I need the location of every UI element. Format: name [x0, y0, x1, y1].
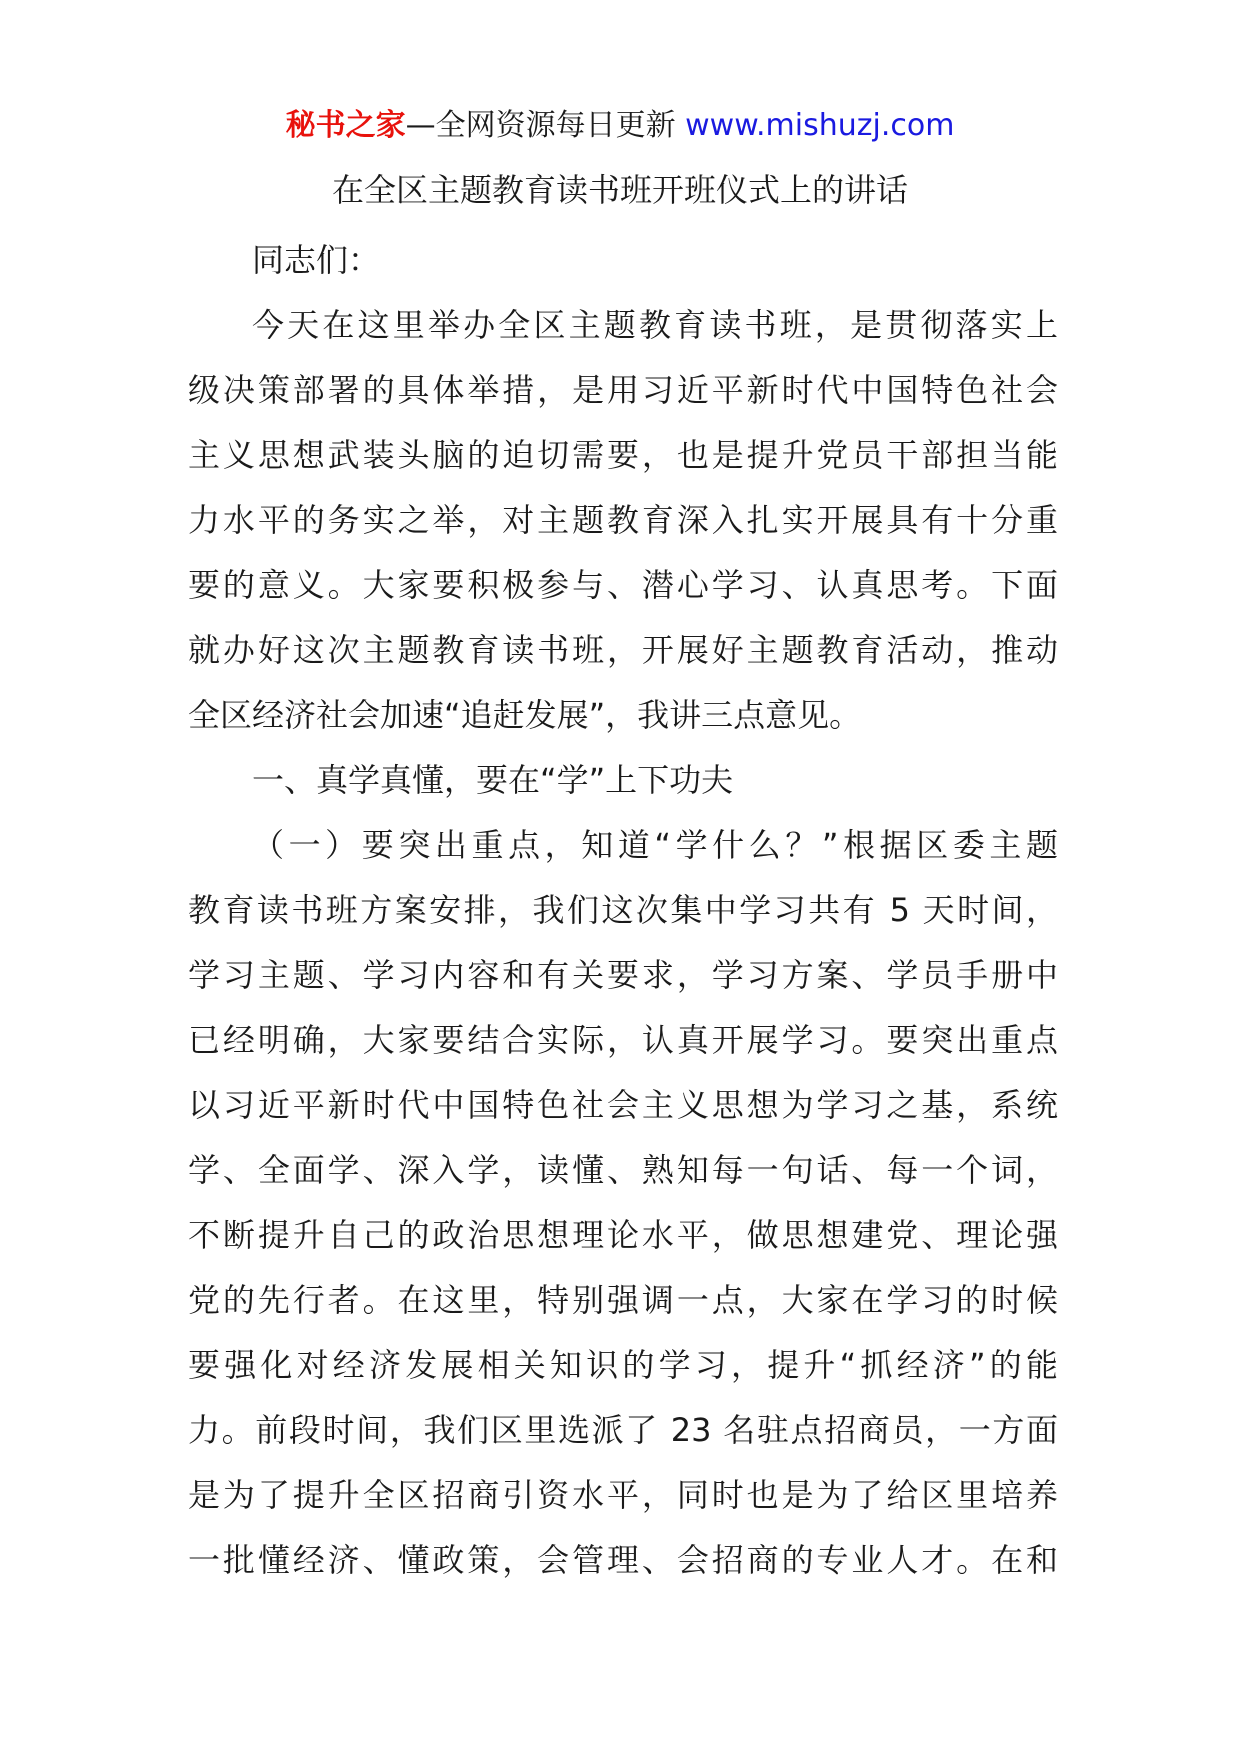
paragraph-line: 学、全面学、深入学，读懂、熟知每一句话、每一个词，: [188, 1151, 1058, 1189]
document-body: [188, 228, 1058, 1593]
paragraph-line: 党的先行者。在这里，特别强调一点，大家在学习的时候: [188, 1281, 1058, 1319]
paragraph-line: 以习近平新时代中国特色社会主义思想为学习之基，系统: [188, 1086, 1058, 1124]
paragraph-line: 一批懂经济、懂政策，会管理、会招商的专业人才。在和: [188, 1541, 1058, 1579]
paragraph-line: 要强化对经济发展相关知识的学习，提升“抓经济”的能: [188, 1346, 1058, 1384]
paragraph-line: 是为了提升全区招商引资水平，同时也是为了给区里培养: [188, 1476, 1058, 1514]
document-title: 在全区主题教育读书班开班仪式上的讲话: [331, 171, 908, 209]
paragraph-line: 力水平的务实之举，对主题教育深入扎实开展具有十分重: [188, 501, 1058, 539]
banner-slogan: —全网资源每日更新: [405, 108, 686, 143]
salutation: 同志们：: [252, 241, 381, 279]
paragraph-line: 主义思想武装头脑的迫切需要，也是提升党员干部担当能: [188, 436, 1058, 474]
paragraph-line: 就办好这次主题教育读书班，开展好主题教育活动，推动: [188, 631, 1058, 669]
section-heading: 一、真学真懂，要在“学”上下功夫: [252, 761, 734, 799]
paragraph-line: 要的意义。大家要积极参与、潜心学习、认真思考。下面: [188, 566, 1058, 604]
paragraph-line: 学习主题、学习内容和有关要求，学习方案、学员手册中: [188, 956, 1058, 994]
paragraph-line: 全区经济社会加速“追赶发展”，我讲三点意见。: [188, 696, 862, 734]
paragraph-line: 今天在这里举办全区主题教育读书班，是贯彻落实上: [252, 306, 1058, 344]
site-banner: [0, 104, 1240, 148]
paragraph-line: 级决策部署的具体举措，是用习近平新时代中国特色社会: [188, 371, 1058, 409]
paragraph-line: （一）要突出重点，知道“学什么？”根据区委主题: [252, 826, 1058, 864]
paragraph-line: 力。前段时间，我们区里选派了 23 名驻点招商员，一方面: [188, 1411, 1058, 1449]
paragraph-line: 不断提升自己的政治思想理论水平，做思想建党、理论强: [188, 1216, 1058, 1254]
paragraph-line: 已经明确，大家要结合实际，认真开展学习。要突出重点: [188, 1021, 1058, 1059]
brand-name: 秘书之家: [285, 108, 406, 143]
paragraph-line: 教育读书班方案安排，我们这次集中学习共有 5 天时间，: [188, 891, 1058, 929]
site-url-link[interactable]: www.mishuzj.com: [685, 108, 955, 143]
